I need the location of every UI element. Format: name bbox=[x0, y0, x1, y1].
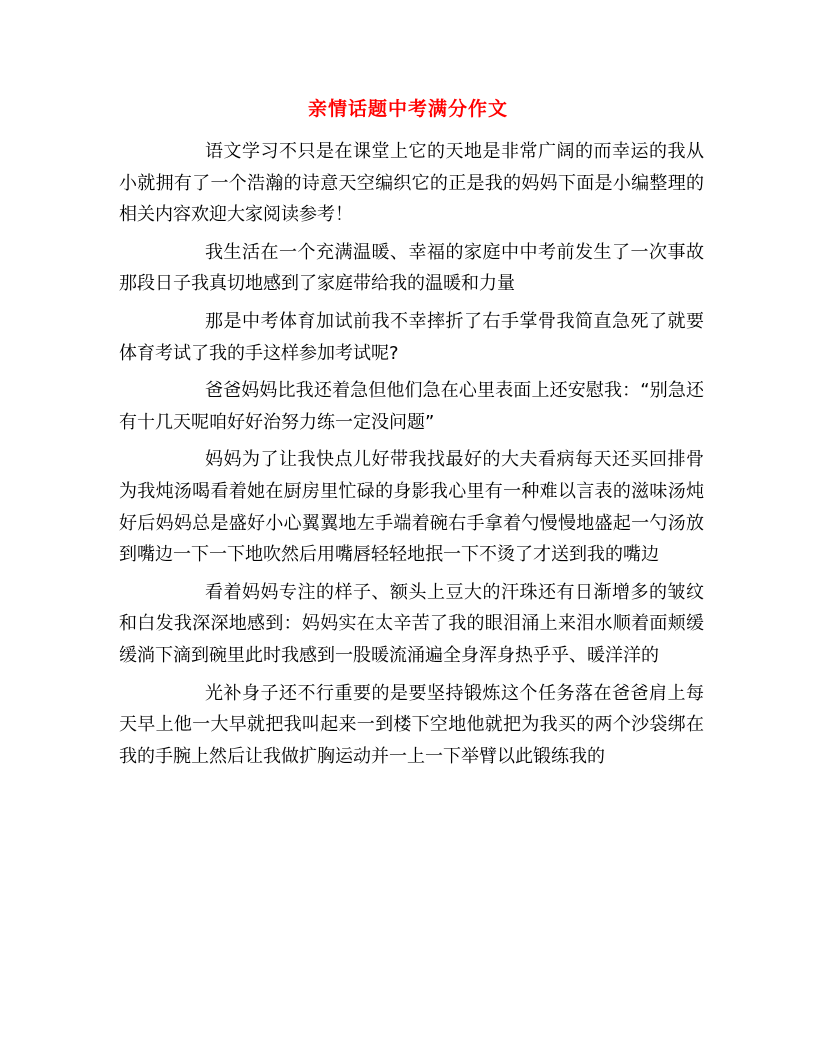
paragraph: 看着妈妈专注的样子、额头上豆大的汗珠还有日渐增多的皱纹和白发我深深地感到：妈妈实在太辛苦了我的眼泪涌上来泪水顺着面颊缓缓淌下滴到碗里此时我感到一股暖流涌遍全身浑身热乎乎、暖洋洋的 bbox=[119, 581, 704, 666]
paragraph: 我生活在一个充满温暖、幸福的家庭中中考前发生了一次事故那段日子我真切地感到了家庭带给我的温暖和力量 bbox=[119, 241, 704, 295]
document-title: 亲情话题中考满分作文 bbox=[307, 98, 508, 120]
paragraph: 妈妈为了让我快点儿好带我找最好的大夫看病每天还买回排骨为我炖汤喝看着她在厨房里忙碌的身影我心里有一种难以言表的滋味汤炖好后妈妈总是盛好小心翼翼地左手端着碗右手拿着勺慢慢地盛起一勺汤放到嘴边一下一下地吹然后用嘴唇轻轻地抿一下不烫了才送到我的嘴边 bbox=[119, 449, 704, 566]
document-body bbox=[119, 136, 704, 772]
paragraph: 那是中考体育加试前我不幸摔折了右手掌骨我简直急死了就要体育考试了我的手这样参加考试呢? bbox=[119, 310, 704, 364]
paragraph: 爸爸妈妈比我还着急但他们急在心里表面上还安慰我：“别急还有十几天呢咱好好治努力练一定没问题” bbox=[119, 380, 704, 433]
paragraph: 语文学习不只是在课堂上它的天地是非常广阔的而幸运的我从小就拥有了一个浩瀚的诗意天空编织它的正是我的妈妈下面是小编整理的相关内容欢迎大家阅读参考！ bbox=[119, 141, 704, 226]
paragraph: 光补身子还不行重要的是要坚持锻炼这个任务落在爸爸肩上每天早上他一大早就把我叫起来一到楼下空地他就把为我买的两个沙袋绑在我的手腕上然后让我做扩胸运动并一上一下举臂以此锻练我的 bbox=[119, 682, 704, 767]
